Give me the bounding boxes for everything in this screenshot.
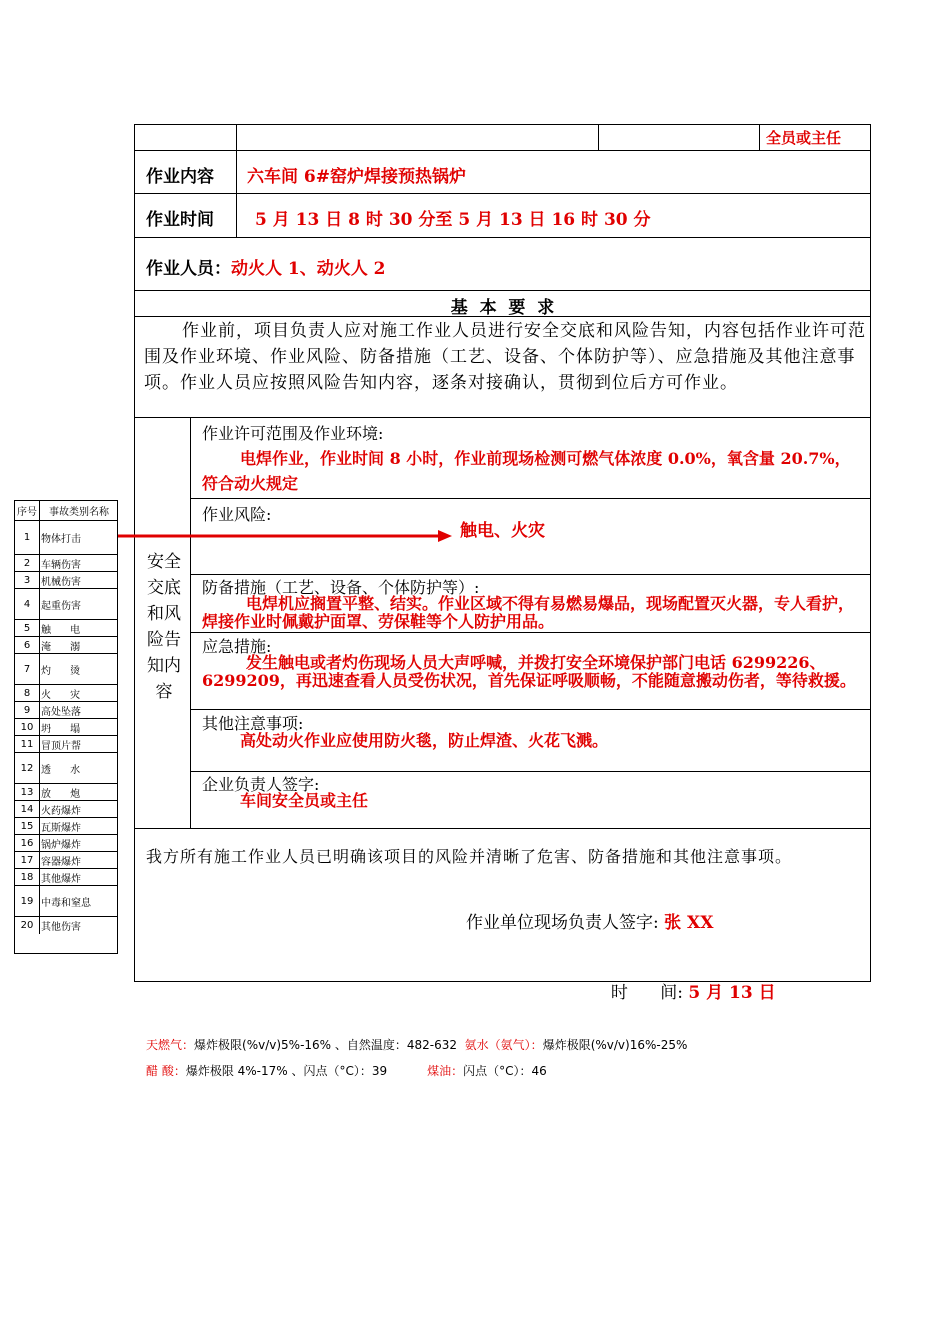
- measures-label: 防备措施（工艺、设备、个体防护等）:: [202, 578, 480, 597]
- side-table-row: [15, 521, 117, 555]
- row-divider: [134, 193, 871, 194]
- side-row-name: 淹 溺: [41, 641, 81, 653]
- side-row-name: 瓦斯爆炸: [41, 822, 81, 834]
- date-label: 时 间:: [610, 983, 683, 1003]
- side-row-name: 透 水: [41, 764, 81, 776]
- other-label: 其他注意事项:: [202, 714, 304, 733]
- side-table-row: [15, 637, 117, 654]
- side-table-row: [15, 818, 117, 835]
- side-table-row: [15, 555, 117, 572]
- side-row-name: 车辆伤害: [41, 559, 81, 571]
- side-row-no: 7: [15, 654, 40, 684]
- row-divider: [190, 632, 871, 633]
- side-row-name: 灼 烫: [41, 665, 81, 677]
- ammonia-text: 爆炸极限(%v/v)16%-25%: [542, 1038, 688, 1052]
- side-row-no: 19: [15, 886, 40, 916]
- side-row-name: 物体打击: [41, 534, 81, 545]
- side-row-no: 14: [15, 801, 40, 817]
- arrow-right-icon: [118, 528, 452, 544]
- side-row-name: 坍 塌: [41, 723, 81, 735]
- side-row-no: 2: [15, 555, 40, 571]
- side-row-no: 13: [15, 784, 40, 800]
- row-divider: [190, 498, 871, 499]
- content-label: 作业内容: [146, 167, 214, 187]
- side-row-name: 火药爆炸: [41, 805, 81, 817]
- side-col-name: 事故类别名称: [49, 507, 109, 518]
- row-divider: [190, 709, 871, 710]
- row-divider: [134, 237, 871, 238]
- col-divider: [236, 124, 237, 237]
- side-table-row: [15, 886, 117, 917]
- side-row-no: 4: [15, 589, 40, 619]
- scope-label: 作业许可范围及作业环境:: [202, 424, 384, 443]
- measures-value: 电焊机应搁置平整、结实。作业区域不得有易燃易爆品，现场配置灭火器，专人看护，焊接作业时佩戴护面罩、劳保鞋等个人防护用品。: [202, 594, 855, 631]
- safety-side-label: 安全交底和风险告知内容: [147, 552, 181, 702]
- side-table-row: [15, 753, 117, 784]
- other-value: 高处动火作业应使用防火毯，防止焊渣、火花飞溅。: [240, 731, 609, 750]
- side-row-name: 放 炮: [41, 788, 81, 800]
- gas-text: 爆炸极限(%v/v)5%-16% 、自然温度：482-632: [194, 1038, 458, 1052]
- side-row-name: 其他爆炸: [41, 873, 81, 885]
- header-top-right: 全员或主任: [766, 129, 842, 147]
- risk-value: 触电、火灾: [460, 521, 545, 541]
- side-row-no: 20: [15, 917, 40, 934]
- side-row-no: 18: [15, 869, 40, 885]
- col-divider: [598, 124, 599, 150]
- side-table-row: [15, 835, 117, 852]
- side-row-no: 3: [15, 572, 40, 588]
- scope-value: 电焊作业，作业时间 8 小时，作业前现场检测可燃气体浓度 0.0%，氧含量 20.7%，符合动火规定: [202, 449, 851, 493]
- kerosene-text: 闪点（°C）：46: [463, 1064, 547, 1078]
- side-row-no: 10: [15, 719, 40, 735]
- acetic-text: 爆炸极限 4%-17% 、闪点（°C）：39: [185, 1064, 388, 1078]
- side-table-row: [15, 784, 117, 801]
- row-divider: [134, 290, 871, 291]
- time-label: 作业时间: [146, 210, 214, 230]
- side-table-row: [15, 685, 117, 702]
- content-value: 六车间 6#窑炉焊接预热锅炉: [247, 167, 466, 187]
- side-row-name: 高处坠落: [41, 706, 81, 718]
- leader-sign-label: 企业负责人签字:: [202, 775, 320, 794]
- side-table-row: [15, 572, 117, 589]
- side-row-name: 中毒和窒息: [41, 897, 91, 909]
- side-table-row: [15, 702, 117, 719]
- ammonia-name: 氨水（氨气）：: [464, 1038, 543, 1052]
- date-row: [600, 958, 776, 1003]
- side-table-row: [15, 736, 117, 753]
- side-row-no: 6: [15, 637, 40, 653]
- side-table-header: [15, 501, 117, 521]
- side-row-no: 11: [15, 736, 40, 752]
- gas-name: 天燃气：: [146, 1038, 195, 1052]
- side-row-name: 机械伤害: [41, 576, 81, 588]
- side-table-row: [15, 654, 117, 685]
- footnote-line-1: [146, 1036, 687, 1053]
- col-divider: [759, 124, 760, 150]
- footnote-line-2: [146, 1062, 547, 1079]
- side-table-row: [15, 852, 117, 869]
- site-sign-label: 作业单位现场负责人签字:: [466, 913, 659, 933]
- side-table-row: [15, 589, 117, 620]
- row-divider: [134, 417, 871, 418]
- side-row-name: 触 电: [41, 624, 81, 636]
- personnel-value: 动火人 1、动火人 2: [231, 259, 386, 279]
- side-row-name: 其他伤害: [41, 922, 81, 933]
- side-table-row: [15, 620, 117, 637]
- kerosene-name: 煤油：: [427, 1064, 464, 1078]
- side-row-no: 8: [15, 685, 40, 701]
- side-table-row: [15, 719, 117, 736]
- side-row-no: 9: [15, 702, 40, 718]
- side-row-name: 锅炉爆炸: [41, 839, 81, 851]
- date-value: 5 月 13 日: [688, 983, 776, 1003]
- requirements-title: 基 本 要 求: [450, 298, 555, 318]
- confirmation-text: 我方所有施工作业人员已明确该项目的风险并清晰了危害、防备措施和其他注意事项。: [146, 847, 793, 866]
- side-table-row: [15, 917, 117, 934]
- personnel-label: 作业人员：: [146, 259, 231, 279]
- site-sign-value: 张 XX: [664, 913, 714, 933]
- side-row-no: 12: [15, 753, 40, 783]
- side-row-no: 5: [15, 620, 40, 636]
- acetic-name: 醋 酸：: [146, 1064, 186, 1078]
- personnel-row: [146, 254, 386, 279]
- site-sign-row: [466, 908, 713, 933]
- risk-label: 作业风险:: [202, 505, 272, 524]
- emergency-value: 发生触电或者灼伤现场人员大声呼喊，并拨打安全环境保护部门电话 6299226、6299209，再迅速查看人员受伤状况，首先保证呼吸顺畅，不能随意搬动伤者，等待救援。: [202, 653, 856, 690]
- col-divider: [190, 417, 191, 828]
- accident-category-table: [14, 500, 118, 954]
- side-row-no: 1: [15, 521, 40, 554]
- side-row-name: 冒顶片帮: [41, 740, 81, 752]
- side-row-no: 17: [15, 852, 40, 868]
- row-divider: [134, 828, 871, 829]
- emergency-label: 应急措施:: [202, 637, 272, 656]
- side-table-row: [15, 869, 117, 886]
- side-row-name: 容器爆炸: [41, 856, 81, 868]
- requirements-text: 作业前，项目负责人应对施工作业人员进行安全交底和风险告知，内容包括作业许可范围及作业环境、作业风险、防备措施（工艺、设备、个体防护等）、应急措施及其他注意事项。作业人员应按照风险告知内容，逐条对接确认，贯彻到位后方可作业。: [144, 321, 866, 393]
- leader-sign-value: 车间安全员或主任: [240, 791, 369, 810]
- side-row-no: 16: [15, 835, 40, 851]
- side-table-row: [15, 801, 117, 818]
- row-divider: [134, 150, 871, 151]
- side-row-name: 火 灾: [41, 689, 81, 701]
- side-row-no: 15: [15, 818, 40, 834]
- time-value: 5 月 13 日 8 时 30 分至 5 月 13 日 16 时 30 分: [255, 210, 651, 230]
- side-row-name: 起重伤害: [41, 600, 81, 612]
- side-col-no: 序号: [15, 501, 40, 520]
